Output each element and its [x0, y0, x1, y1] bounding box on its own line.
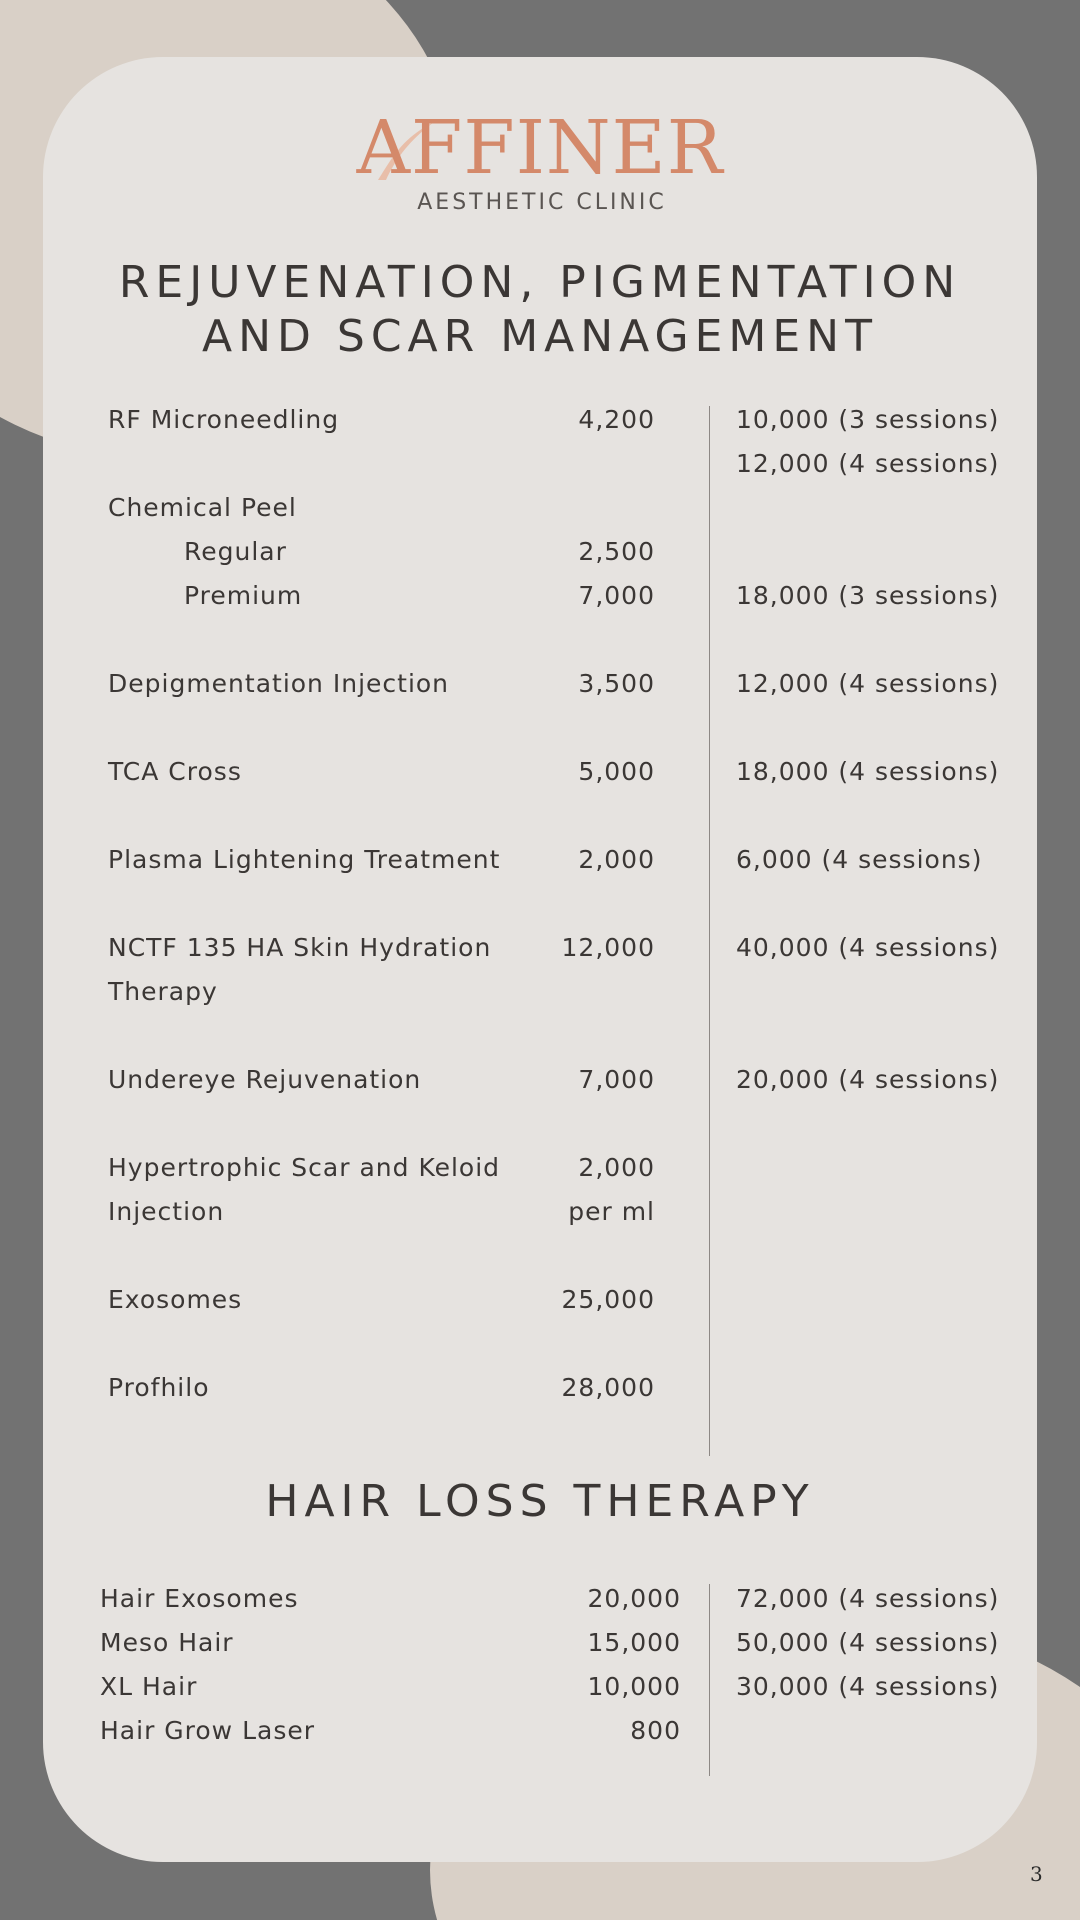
item-name: Hypertrophic Scar and Keloid [108, 1153, 501, 1182]
item-name: Hair Exosomes [100, 1584, 299, 1613]
column-divider [709, 1584, 710, 1776]
item-name: TCA Cross [108, 757, 242, 786]
item-name: Undereye Rejuvenation [108, 1065, 422, 1094]
item-price: 800 [630, 1716, 681, 1745]
item-name: Hair Grow Laser [100, 1716, 316, 1745]
item-price: 4,200 [578, 405, 655, 434]
item-name: XL Hair [100, 1672, 198, 1701]
item-package: 72,000 (4 sessions) [736, 1584, 1000, 1613]
item-subname: Regular [184, 537, 287, 566]
item-price: 2,000 [578, 845, 655, 874]
item-name: RF Microneedling [108, 405, 340, 434]
section-title-rejuvenation [0, 256, 1080, 364]
column-divider [709, 406, 710, 1456]
item-price: 2,500 [578, 537, 655, 566]
item-name-continued: Injection [108, 1197, 225, 1226]
item-package: 50,000 (4 sessions) [736, 1628, 1000, 1657]
section-title-line-2: AND SCAR MANAGEMENT [202, 311, 878, 362]
item-name: Exosomes [108, 1285, 243, 1314]
item-subname: Premium [184, 581, 303, 610]
item-price: 20,000 [587, 1584, 681, 1613]
item-package: 20,000 (4 sessions) [736, 1065, 1000, 1094]
item-package: 30,000 (4 sessions) [736, 1672, 1000, 1701]
item-price: 7,000 [578, 1065, 655, 1094]
item-package: 40,000 (4 sessions) [736, 933, 1000, 962]
item-name: NCTF 135 HA Skin Hydration [108, 933, 492, 962]
item-price: 12,000 [561, 933, 655, 962]
page-number: 3 [1030, 1862, 1043, 1886]
item-price: 10,000 [587, 1672, 681, 1701]
brand-subtitle: AESTHETIC CLINIC [417, 190, 667, 215]
item-price-unit: per ml [568, 1197, 655, 1226]
item-name: Meso Hair [100, 1628, 234, 1657]
item-price: 2,000 [578, 1153, 655, 1182]
item-name: Profhilo [108, 1373, 210, 1402]
item-package: 6,000 (4 sessions) [736, 845, 983, 874]
item-name: Depigmentation Injection [108, 669, 450, 698]
item-package: 18,000 (3 sessions) [736, 581, 1000, 610]
item-package: 18,000 (4 sessions) [736, 757, 1000, 786]
item-package: 10,000 (3 sessions) [736, 405, 1000, 434]
item-name: Chemical Peel [108, 493, 297, 522]
item-package: 12,000 (4 sessions) [736, 669, 1000, 698]
item-name: Plasma Lightening Treatment [108, 845, 501, 874]
item-price: 5,000 [578, 757, 655, 786]
section-title-line-1: REJUVENATION, PIGMENTATION [118, 257, 962, 308]
item-price: 3,500 [578, 669, 655, 698]
item-price: 25,000 [561, 1285, 655, 1314]
item-price: 15,000 [587, 1628, 681, 1657]
brand-name: AFFINER [356, 105, 724, 191]
item-price: 28,000 [561, 1373, 655, 1402]
item-name-continued: Therapy [108, 977, 218, 1006]
item-price: 7,000 [578, 581, 655, 610]
item-package: 12,000 (4 sessions) [736, 449, 1000, 478]
brand-logo [0, 105, 1080, 215]
section-title-hair-loss: HAIR LOSS THERAPY [265, 1476, 815, 1527]
